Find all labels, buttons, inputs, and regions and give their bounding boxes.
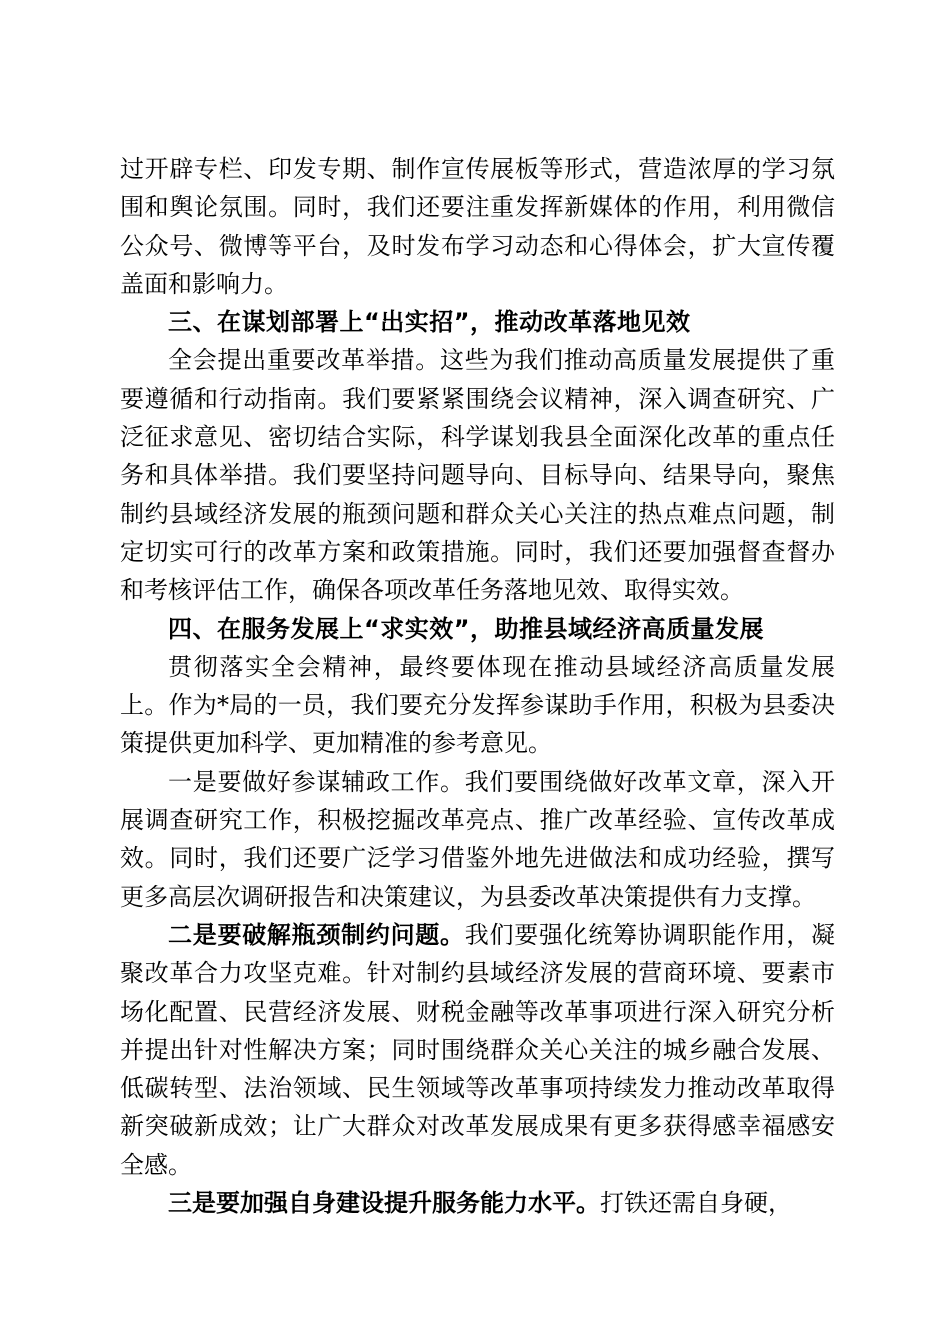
document-page [120, 150, 835, 1222]
paragraph-lead-bold: 二是要破解瓶颈制约问题。 [168, 920, 465, 949]
body-paragraph: 一是要做好参谋辅政工作。我们要围绕做好改革文章，深入开展调查研究工作，积极挖掘改革亮点、推广改革经验、宣传改革成效。同时，我们还要广泛学习借鉴外地先进做法和成功经验，撰写更多高层次调研报告和决策建议，为县委改革决策提供有力支撑。 [120, 767, 835, 911]
paragraph-body-text: 打铁还需自身硬， [600, 1189, 792, 1218]
body-paragraph-with-lead [120, 916, 835, 1184]
body-paragraph-continuation: 过开辟专栏、印发专期、制作宣传展板等形式，营造浓厚的学习氛围和舆论氛围。同时，我们还要注重发挥新媒体的作用，利用微信公众号、微博等平台，及时发布学习动态和心得体会，扩大宣传覆盖面和影响力。 [120, 155, 835, 298]
section-heading-3: 三、在谋划部署上“出实招”，推动改革落地见效 [168, 308, 691, 337]
body-paragraph: 贯彻落实全会精神，最终要体现在推动县域经济高质量发展上。作为*局的一员，我们要充分发挥参谋助手作用，积极为县委决策提供更加科学、更加精准的参考意见。 [120, 652, 835, 758]
paragraph-body-text: 我们要强化统筹协调职能作用，凝聚改革合力攻坚克难。针对制约县域经济发展的营商环境、要素市场化配置、民营经济发展、财税金融等改革事项进行深入研究分析并提出针对性解决方案；同时围绕群众关心关注的城乡融合发展、低碳转型、法治领域、民生领域等改革事项持续发力推动改革取得新突破新成效；让广大群众对改革发展成果有更多获得感幸福感安全感。 [120, 920, 836, 1179]
section-heading-4: 四、在服务发展上“求实效”，助推县域经济高质量发展 [168, 614, 765, 643]
paragraph-lead-bold: 三是要加强自身建设提升服务能力水平。 [168, 1189, 600, 1218]
body-paragraph: 全会提出重要改革举措。这些为我们推动高质量发展提供了重要遵循和行动指南。我们要紧紧围绕会议精神，深入调查研究、广泛征求意见、密切结合实际，科学谋划我县全面深化改革的重点任务和具体举措。我们要坚持问题导向、目标导向、结果导向，聚焦制约县域经济发展的瓶颈问题和群众关心关注的热点难点问题，制定切实可行的改革方案和政策措施。同时，我们还要加强督查督办和考核评估工作，确保各项改革任务落地见效、取得实效。 [120, 346, 835, 605]
body-paragraph-with-lead [120, 1184, 835, 1222]
